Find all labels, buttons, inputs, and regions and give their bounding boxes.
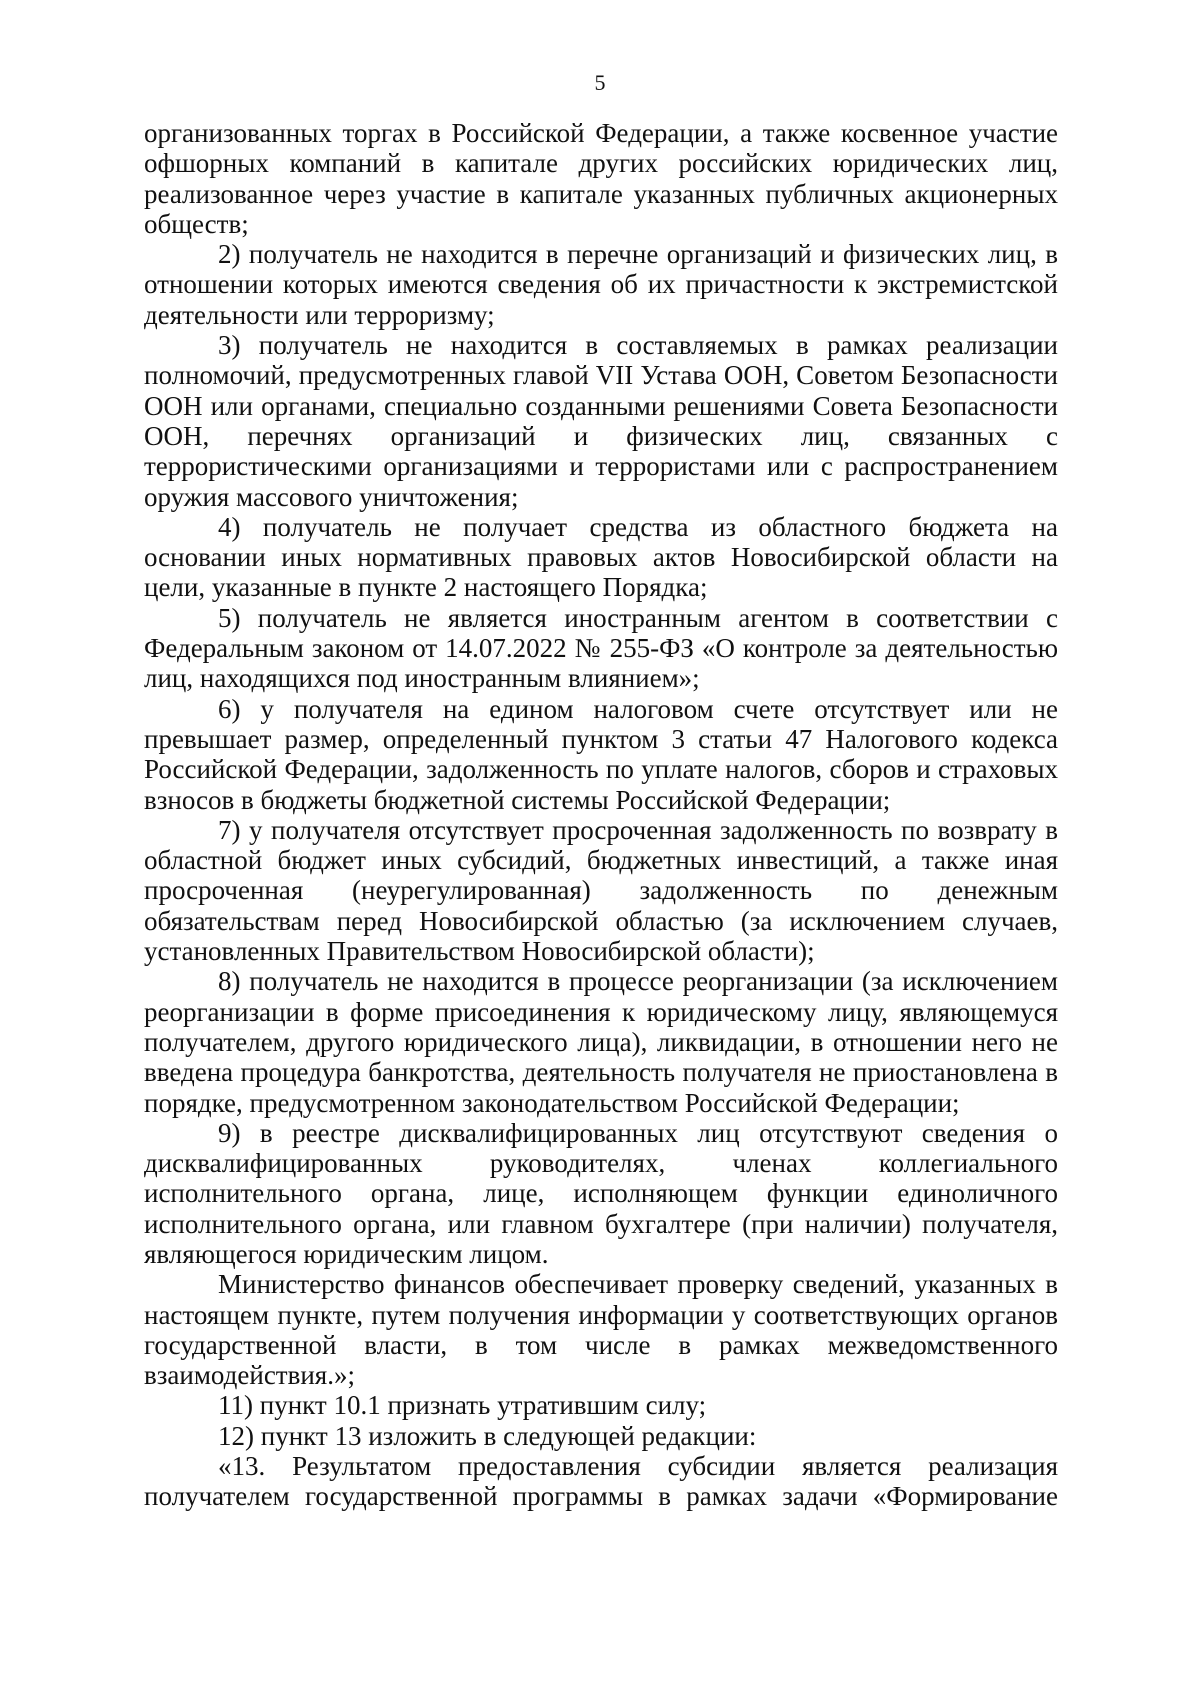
- paragraph-item-3: 3) получатель не находится в составляемых в рамках реализации полномочий, предусмотренных главой VII Устава ООН, Советом Безопасности ООН или органами, специально созданными решениями Совета Безопасности ООН, перечнях организаций и физических лиц, связанных с террористическими организациями и террористами или с распространением оружия массового уничтожения;: [144, 330, 1058, 512]
- paragraph-continuation: организованных торгах в Российской Федерации, а также косвенное участие офшорных компаний в капитале других российских юридических лиц, реализованное через участие в капитале указанных публичных акционерных обществ;: [144, 118, 1058, 239]
- paragraph-ministry-check: Министерство финансов обеспечивает проверку сведений, указанных в настоящем пункте, путем получения информации у соответствующих органов государственной власти, в том числе в рамках межведомственного взаимодействия.»;: [144, 1269, 1058, 1391]
- paragraph-item-11: 11) пункт 10.1 признать утратившим силу;: [218, 1390, 707, 1421]
- paragraph-item-12: 12) пункт 13 изложить в следующей редакции:: [218, 1420, 757, 1451]
- paragraph-item-2: 2) получатель не находится в перечне организаций и физических лиц, в отношении которых имеются сведения об их причастности к экстремистской деятельности или терроризму;: [144, 239, 1058, 330]
- paragraph-item-13: «13. Результатом предоставления субсидии является реализация получателем государственной программы в рамках задачи «Формирование: [144, 1451, 1058, 1512]
- document-body: [144, 118, 1058, 1512]
- paragraph-item-6: 6) у получателя на едином налоговом счете отсутствует или не превышает размер, определенный пунктом 3 статьи 47 Налогового кодекса Российской Федерации, задолженность по уплате налогов, сборов и страховых взносов в бюджеты бюджетной системы Российской Федерации;: [144, 693, 1058, 815]
- paragraph-item-7: 7) у получателя отсутствует просроченная задолженность по возврату в областной бюджет иных субсидий, бюджетных инвестиций, а также иная просроченная (неурегулированная) задолженность по денежным обязательствам перед Новосибирской областью (за исключением случаев, установленных Правительством Новосибирской области);: [144, 814, 1058, 967]
- paragraph-item-8: 8) получатель не находится в процессе реорганизации (за исключением реорганизации в форме присоединения к юридическому лицу, являющемуся получателем, другого юридического лица), ликвидации, в отношении него не введена процедура банкротства, деятельность получателя не приостановлена в порядке, предусмотренном законодательством Российской Федерации;: [144, 966, 1058, 1118]
- paragraph-item-4: 4) получатель не получает средства из областного бюджета на основании иных нормативных правовых актов Новосибирской области на цели, указанные в пункте 2 настоящего Порядка;: [144, 511, 1058, 603]
- paragraph-item-9: 9) в реестре дисквалифицированных лиц отсутствуют сведения о дисквалифицированных руководителях, членах коллегиального исполнительного органа, лице, исполняющем функции единоличного исполнительного органа, или главном бухгалтере (при наличии) получателя, являющегося юридическим лицом.: [144, 1117, 1058, 1269]
- page-number: 5: [594, 70, 606, 95]
- paragraph-item-5: 5) получатель не является иностранным агентом в соответствии с Федеральным законом от 14.07.2022 № 255-ФЗ «О контроле за деятельностью лиц, находящихся под иностранным влиянием»;: [144, 602, 1058, 694]
